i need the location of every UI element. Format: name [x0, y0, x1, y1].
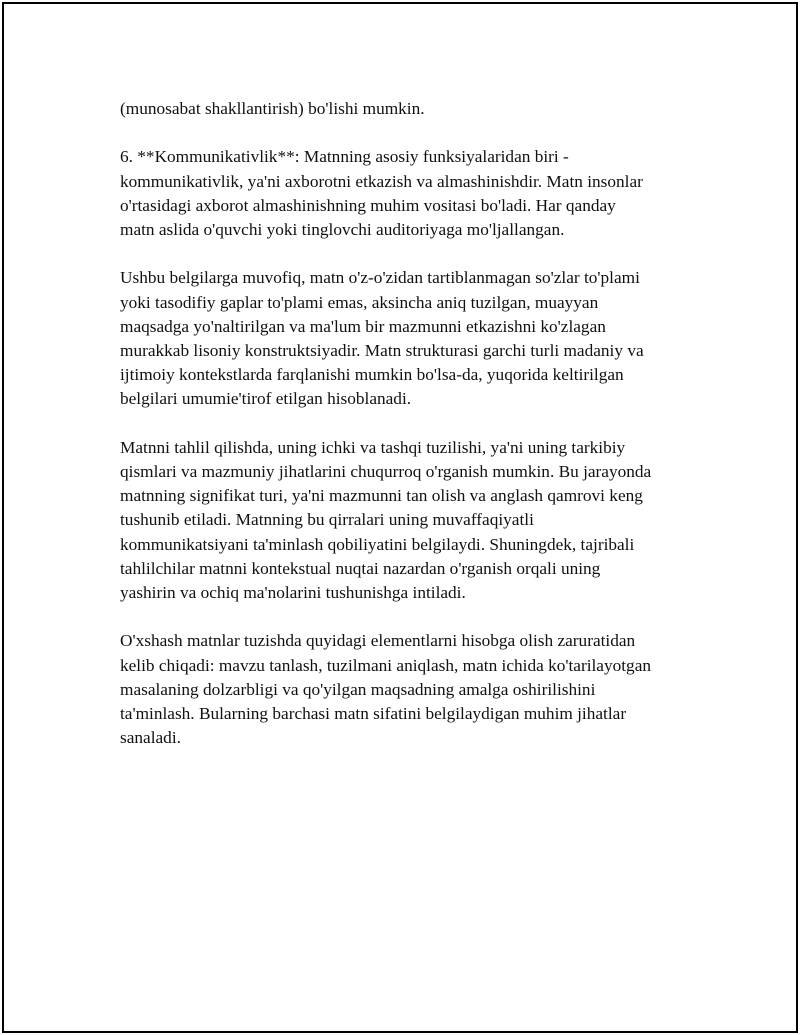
- text-line: tahlilchilar matnni kontekstual nuqtai nazardan o'rganish orqali uning: [120, 558, 601, 578]
- text-line: Matnni tahlil qilishda, uning ichki va tashqi tuzilishi, ya'ni uning tarkibiy: [120, 437, 626, 457]
- text-line: tushunib etiladi. Matnning bu qirralari uning muvaffaqiyatli: [120, 510, 534, 530]
- text-line: ijtimoiy kontekstlarda farqlanishi mumkin bo'lsa-da, yuqorida keltirilgan: [120, 365, 624, 385]
- text-line: kommunikatsiyani ta'minlash qobiliyatini belgilaydi. Shuningdek, tajribali: [120, 534, 635, 554]
- text-line: qismlari va mazmuniy jihatlarini chuqurroq o'rganish mumkin. Bu jarayonda: [120, 462, 652, 481]
- text-line: kommunikativlik, ya'ni axborotni etkazish va almashinishdir. Matn insonlar: [120, 171, 643, 191]
- paragraph-5: [120, 629, 720, 750]
- text-line: maqsadga yo'naltirilgan va ma'lum bir mazmunni etkazishni ko'zlagan: [120, 316, 606, 336]
- text-line: ta'minlash. Bularning barchasi matn sifatini belgilaydigan muhim jihatlar: [120, 704, 627, 724]
- paragraph-4: [120, 436, 720, 605]
- text-line: yoki tasodifiy gaplar to'plami emas, aksincha aniq tuzilgan, muayyan: [120, 292, 599, 312]
- document-body: [120, 97, 720, 775]
- text-line: masalaning dolzarbligi va qo'yilgan maqsadning amalga oshirilishini: [120, 679, 596, 699]
- text-line: murakkab lisoniy konstruktsiyadir. Matn strukturasi garchi turli madaniy va: [120, 341, 644, 360]
- text-line: O'xshash matnlar tuzishda quyidagi elementlarni hisobga olish zaruratidan: [120, 631, 636, 651]
- text-line: 6. **Kommunikativlik**: Matnning asosiy funksiyalaridan biri -: [120, 147, 569, 167]
- text-line: sanaladi.: [120, 728, 181, 748]
- text-line: yashirin va ochiq ma'nolarini tushunishga intiladi.: [120, 583, 466, 603]
- text-line: belgilari umumie'tirof etilgan hisoblanadi.: [120, 389, 412, 409]
- text-line: o'rtasidagi axborot almashinishning muhim vositasi bo'ladi. Har qanday: [120, 195, 616, 215]
- text-line: matnning signifikat turi, ya'ni mazmunni tan olish va anglash qamrovi keng: [120, 486, 643, 506]
- text-line: matn aslida o'quvchi yoki tinglovchi auditoriyaga mo'ljallangan.: [120, 220, 565, 239]
- text-line: (munosabat shakllantirish) bo'lishi mumkin.: [120, 99, 425, 118]
- text-line: Ushbu belgilarga muvofiq, matn o'z-o'zidan tartiblanmagan so'zlar to'plami: [120, 268, 640, 288]
- paragraph-1: [120, 97, 720, 121]
- paragraph-3: [120, 266, 720, 411]
- text-line: kelib chiqadi: mavzu tanlash, tuzilmani aniqlash, matn ichida ko'tarilayotgan: [120, 655, 652, 675]
- paragraph-2-kommunikativlik: [120, 145, 720, 242]
- document-page: [2, 2, 798, 1033]
